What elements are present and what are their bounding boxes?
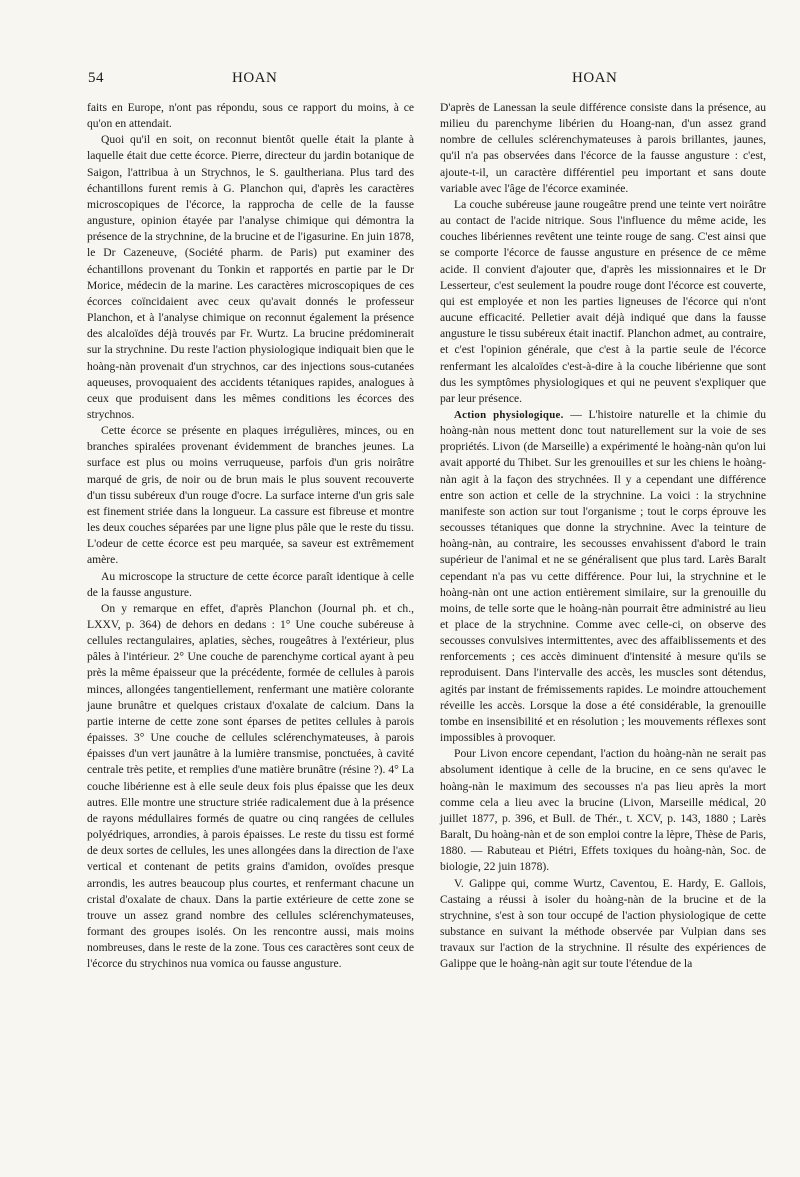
paragraph bbox=[440, 746, 766, 875]
left-column bbox=[87, 100, 414, 972]
running-head-left: HOAN bbox=[232, 70, 278, 86]
right-column bbox=[440, 100, 766, 972]
paragraph-text: Cette écorce se présente en plaques irrégulières, minces, ou en branches spiralées provenant évidemment de branches jeunes. La surface est plus ou moins verruqueuse, parfois d'un gris noirâtre marqué de gris, de noir ou de brun mais le plus souvent recouverte d'un tissu subéreux d'un rouge d'ocre. La surface interne d'un gris sale est finement striée dans la longueur. La cassure est fibreuse et montre les deux couches séparées par une ligne plus pâle que le reste du tissu. L'odeur de cette écorce est peu marquée, sa saveur est extrêmement amère. bbox=[87, 424, 414, 567]
paragraph bbox=[87, 100, 414, 132]
paragraph bbox=[440, 407, 766, 746]
paragraph bbox=[87, 601, 414, 973]
paragraph-text: Au microscope la structure de cette écorce paraît identique à celle de la fausse angusture. bbox=[87, 569, 414, 599]
paragraph-text: V. Galippe qui, comme Wurtz, Caventou, E. Hardy, E. Gallois, Castaing a réussi à isoler du hoàng-nàn de la brucine et de la strychnine, s'est à son tour occupé de l'action physiologique de cette substance en suivant la méthode observée par Vulpian dans ses travaux sur l'action de la strychnine. Il résulte des expériences de Galippe que le hoàng-nàn agit sur toute l'étendue de la bbox=[440, 876, 766, 971]
paragraph bbox=[87, 423, 414, 568]
paragraph bbox=[87, 569, 414, 601]
paragraph-text: — L'histoire naturelle et la chimie du hoàng-nàn nous mettent donc tout naturellement sur la voie de ses propriétés. Livon (de Marseille) a expérimenté le hoàng-nàn qu'on lui avait apporté du Thibet. Sur les grenouilles et sur les chiens le hoàng-nàn agit à la façon des strychnées. Il y a cependant une différence entre son action et celle de la strychnine. La voici : la strychnine manifeste son action sur tout l'organisme ; tout le corps éprouve les secousses tétaniques que donne la strychnine. Avec la teinture de hoàng-nàn, au contraire, les secousses envahissent d'abord le train supérieur de l'animal et ne se généralisent que plus tard. Larès Baralt cependant n'a pas vu cette différence. Pour lui, la strychnine et le hoàng-nàn ont une action entièrement similaire, sur la grenouille du moins, de telle sorte que le hoàng-nàn pourrait être administré au lieu et place de la strychnine. Comme avec celle-ci, on observe des secousses convulsives intermittentes, avec des affaiblissements et des renforcements ; ces accès diminuent d'intensité à mesure qu'ils se reproduisent. Dans l'intervalle des accès, les muscles sont détendus, agités par instant de frémissements rapides. Le moindre attouchement réveille les accès. Lorsque la dose a été considérable, la grenouille tombe en insensibilité et en résolution ; les mouvements réflexes sont impossibles à provoquer. bbox=[440, 407, 766, 745]
paragraph bbox=[440, 876, 766, 973]
paragraph-text: La couche subéreuse jaune rougeâtre prend une teinte vert noirâtre au contact de l'acide nitrique. Sous l'influence du même acide, les couches libériennes revêtent une teinte rouge de sang. C'est ainsi que se comporte l'écorce de fausse angusture en présence de ce même acide. Il convient d'ajouter que, d'après les missionnaires et le Dr Lesserteur, c'est seulement la poudre rouge dont l'écorce est couverte, qui est employée et non les parties ligneuses de l'écorce qui n'ont aucune efficacité. Pelletier avait déjà indiqué que dans la fausse angusture le tissu subéreux était inactif. Planchon admet, au contraire, et c'est l'opinion générale, que c'est à la partie seule de l'écorce renfermant les alcaloïdes c'est-à-dire à la couche libérienne que sont dus les symptômes physiologiques et qui ne peuvent s'expliquer que par leur présence. bbox=[440, 197, 766, 405]
running-head-right: HOAN bbox=[572, 70, 618, 86]
paragraph-text: Pour Livon encore cependant, l'action du hoàng-nàn ne serait pas absolument identique à celle de la brucine, en ce sens qu'avec le hoàng-nàn le maximum des secousses n'a pas lieu après la mort comme cela a lieu avec la brucine (Livon, Marseille médical, 20 juillet 1877, p. 396, et Bull. de Thér., t. XCV, p. 143, 1880 ; Larès Baralt, Du hoàng-nàn et de son emploi contre la lèpre, Thèse de Paris, 1880. — Rabuteau et Piétri, Effets toxiques du hoàng-nàn, Soc. de biologie, 22 juin 1878). bbox=[440, 747, 766, 874]
paragraph-text: faits en Europe, n'ont pas répondu, sous ce rapport du moins, à ce qu'on en attendait. bbox=[87, 101, 414, 131]
section-heading: Action physiologique. bbox=[454, 408, 564, 421]
paragraph-text: On y remarque en effet, d'après Planchon (Journal ph. et ch., LXXV, p. 364) de dehors en dedans : 1° Une couche subéreuse à cellules rectangulaires, aplaties, sèches, rougeâtres à l'extérieur, plus pâles à l'intérieur. 2° Une couche de parenchyme cortical ayant à peu près la même épaisseur que la précédente, formée de cellules à parois minces, allongées tangentiellement, renfermant une matière colorante jaune brunâtre et quelques cristaux d'oxalate de calcium. Dans la partie interne de cette zone sont éparses de petites cellules à parois épaisses. 3° Une couche de cellules sclérenchymateuses, à parois épaisses d'un vert jaunâtre à la lumière transmise, ponctuées, à cavité centrale très petite, et remplies d'une matière brunâtre (résine ?). 4° La couche libérienne est à elle seule deux fois plus épaisse que les deux autres. Elle montre une structure striée radicalement due à la présence de rayons médullaires formés de quatre ou cinq rangées de cellules polyédriques, arrondies, à parois épaisses. Le reste du tissu est formé de deux sortes de cellules, les unes allongées dans la direction de l'axe vertical et contenant de petits grains d'amidon, ovoïdes presque arrondis, les autres beaucoup plus courtes, et renfermant chacune un cristal d'oxalate de chaux. Dans la partie extérieure de cette zone se trouve un assez grand nombre des cellules sclérenchymateuses, formant des groupes isolés. On les rencontre aussi, mais moins nombreuses, dans le reste de la zone. Tous ces caractères sont ceux de l'écorce du strychinos nua vomica ou fausse angusture. bbox=[87, 601, 414, 971]
paragraph bbox=[440, 197, 766, 407]
page-number: 54 bbox=[88, 70, 104, 86]
paragraph bbox=[440, 100, 766, 197]
paragraph-text: D'après de Lanessan la seule différence consiste dans la présence, au milieu du parenchyme libérien du Hoang-nan, d'un assez grand nombre de cellules sclérenchymateuses à parois brillantes, jaunes, qu'il n'a pas observées dans l'écorce de la fausse angusture : c'est, ajoute-t-il, un caractère différentiel peu important et sans doute variable avec l'âge de l'écorce examinée. bbox=[440, 101, 766, 195]
paragraph bbox=[87, 132, 414, 423]
paragraph-text: Quoi qu'il en soit, on reconnut bientôt quelle était la plante à laquelle était due cette écorce. Pierre, directeur du jardin botanique de Saigon, l'attribua à un Strychnos, le S. gaultheriana. Plus tard des échantillons furent remis à G. Planchon qui, d'après les caractères microscopiques de l'écorce, la rapprocha de celle de la fausse angusture, opinion étayée par l'analyse chimique qui démontra la présence de la strychnine, de la brucine et de l'igasurine. En juin 1878, le Dr Cazeneuve, (Société pharm. de Paris) put examiner des échantillons provenant du Tonkin et rapportés en partie par le Dr Morice, médecin de la marine. Les caractères microscopiques de ces écorces coïncidaient avec ceux qu'avait donnés le professeur Planchon, et à l'analyse chimique on reconnut également la présence des alcaloïdes déjà trouvés par Fr. Wurtz. La brucine prédominerait sur la strychnine. Du reste l'action physiologique indiquait bien que le hoàng-nàn provenait d'un strychnos, car des injections sous-cutanées aqueuses, provoquaient des accidents tétaniques rapides, analogues à ceux que produisent dans les mêmes conditions les écorces des strychnos. bbox=[87, 133, 414, 421]
